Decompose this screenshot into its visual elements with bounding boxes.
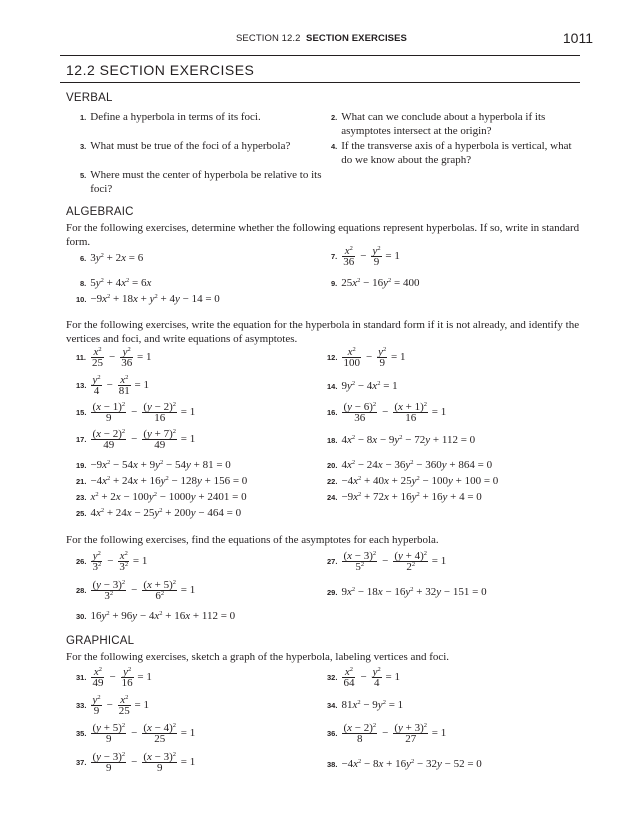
exercise-7: 7. $\frac{x^2}{36}$ − $\frac{y^2}{9}$ = 1 xyxy=(331,245,400,268)
exercise-3: 3. What must be true of the foci of a hyperbola? xyxy=(80,140,291,152)
running-header xyxy=(0,30,630,49)
exercise-26: 26. $\frac{y^2}{3^2}$ − $\frac{x^2}{3^2}$ = 1 xyxy=(76,550,148,573)
exercise-5: 5. Where must the center of hyperbola be relative to its foci? xyxy=(80,169,322,195)
exercise-24: 24. $-9x^2 + 72x + 16y^2 + 16y + 4 = 0$ xyxy=(327,491,482,503)
exercise-31: 31. $\frac{x^2}{49}$ − $\frac{y^2}{16}$ = 1 xyxy=(76,666,152,689)
exercise-20: 20. $4x^2 - 24x - 36y^2 - 360y + 864 = 0$ xyxy=(327,459,493,471)
exercise-8: 8. $5y^2 + 4x^2 = 6x$ xyxy=(80,277,152,289)
exercise-36: 36. $\frac{(x - 2)^2}{8}$ − $\frac{(y + 3)^2}{27}$ = 1 xyxy=(327,722,447,745)
exercise-28: 28. $\frac{(y - 3)^2}{3^2}$ − $\frac{(x + 5)^2}{6^2}$ = 1 xyxy=(76,579,196,602)
exercise-11: 11. $\frac{x^2}{25}$ − $\frac{y^2}{36}$ = 1 xyxy=(76,346,152,369)
exercise-4: 4. If the transverse axis of a hyperbola is vertical, what do we know about the graph? xyxy=(331,140,572,166)
verbal-heading: VERBAL xyxy=(66,92,113,104)
page-title: 12.2 SECTION EXERCISES xyxy=(66,62,255,78)
exercise-32: 32. $\frac{x^2}{64}$ − $\frac{y^2}{4}$ = 1 xyxy=(327,666,401,689)
exercise-33: 33. $\frac{y^2}{9}$ − $\frac{x^2}{25}$ = 1 xyxy=(76,694,150,717)
exercise-16: 16. $\frac{(y - 6)^2}{36}$ − $\frac{(x + 1)^2}{16}$ = 1 xyxy=(327,401,447,424)
exercise-18: 18. $4x^2 - 8x - 9y^2 - 72y + 112 = 0$ xyxy=(327,434,476,446)
exercise-1: 1. Define a hyperbola in terms of its foci. xyxy=(80,111,261,123)
exercise-12: 12. $\frac{x^2}{100}$ − $\frac{y^2}{9}$ = 1 xyxy=(327,346,406,369)
exercise-17: 17. $\frac{(x - 2)^2}{49}$ − $\frac{(y + 7)^2}{49}$ = 1 xyxy=(76,428,196,451)
page-number: 1011 xyxy=(562,30,593,46)
header-section: SECTION 12.2 SECTION EXERCISES xyxy=(236,33,407,44)
exercise-30: 30. $16y^2 + 96y - 4x^2 + 16x + 112 = 0$ xyxy=(76,610,236,622)
exercise-15: 15. $\frac{(x - 1)^2}{9}$ − $\frac{(y - 2)^2}{16}$ = 1 xyxy=(76,401,196,424)
exercise-13: 13. $\frac{y^2}{4}$ − $\frac{x^2}{81}$ = 1 xyxy=(76,374,150,397)
exercise-37: 37. $\frac{(y - 3)^2}{9}$ − $\frac{(x - 3)^2}{9}$ = 1 xyxy=(76,751,196,774)
exercise-14: 14. $9y^2 - 4x^2 = 1$ xyxy=(327,380,398,392)
algebraic-intro-1: For the following exercises, determine whether the following equations represent hyperbolas. If so, write in standard form. xyxy=(66,222,580,248)
exercise-21: 21. $-4x^2 + 24x + 16y^2 - 128y + 156 = 0$ xyxy=(76,475,248,487)
algebraic-heading: ALGEBRAIC xyxy=(66,206,134,218)
exercise-22: 22. $-4x^2 + 40x + 25y^2 - 100y + 100 = 0$ xyxy=(327,475,499,487)
algebraic-intro-2: For the following exercises, write the equation for the hyperbola in standard form if it is not already, and identify the vertices and foci, and write equations of asymptotes. xyxy=(66,319,580,345)
algebraic-intro-3: For the following exercises, find the equations of the asymptotes for each hyperbola. xyxy=(66,534,439,546)
exercise-25: 25. $4x^2 + 24x - 25y^2 + 200y - 464 = 0$ xyxy=(76,507,242,519)
exercise-27: 27. $\frac{(x - 3)^2}{5^2}$ − $\frac{(y + 4)^2}{2^2}$ = 1 xyxy=(327,550,447,573)
exercise-35: 35. $\frac{(y + 5)^2}{9}$ − $\frac{(x - 4)^2}{25}$ = 1 xyxy=(76,722,196,745)
title-rule xyxy=(60,82,580,83)
exercise-2: 2. What can we conclude about a hyperbola if its asymptotes intersect at the origin? xyxy=(331,111,546,137)
graphical-heading: GRAPHICAL xyxy=(66,635,135,647)
exercise-9: 9. $25x^2 - 16y^2 = 400$ xyxy=(331,277,420,289)
exercise-38: 38. $-4x^2 - 8x + 16y^2 - 32y - 52 = 0$ xyxy=(327,758,482,770)
header-rule xyxy=(60,55,580,56)
exercise-29: 29. $9x^2 - 18x - 16y^2 + 32y - 151 = 0$ xyxy=(327,586,487,598)
exercise-34: 34. $81x^2 - 9y^2 = 1$ xyxy=(327,699,404,711)
exercise-6: 6. $3y^2 + 2x = 6$ xyxy=(80,252,144,264)
exercise-23: 23. $x^2 + 2x - 100y^2 - 1000y + 2401 = 0$ xyxy=(76,491,247,503)
graphical-intro: For the following exercises, sketch a graph of the hyperbola, labeling vertices and foci. xyxy=(66,651,450,663)
exercise-10: 10. $-9x^2 + 18x + y^2 + 4y - 14 = 0$ xyxy=(76,293,220,305)
exercise-19: 19. $-9x^2 - 54x + 9y^2 - 54y + 81 = 0$ xyxy=(76,459,231,471)
